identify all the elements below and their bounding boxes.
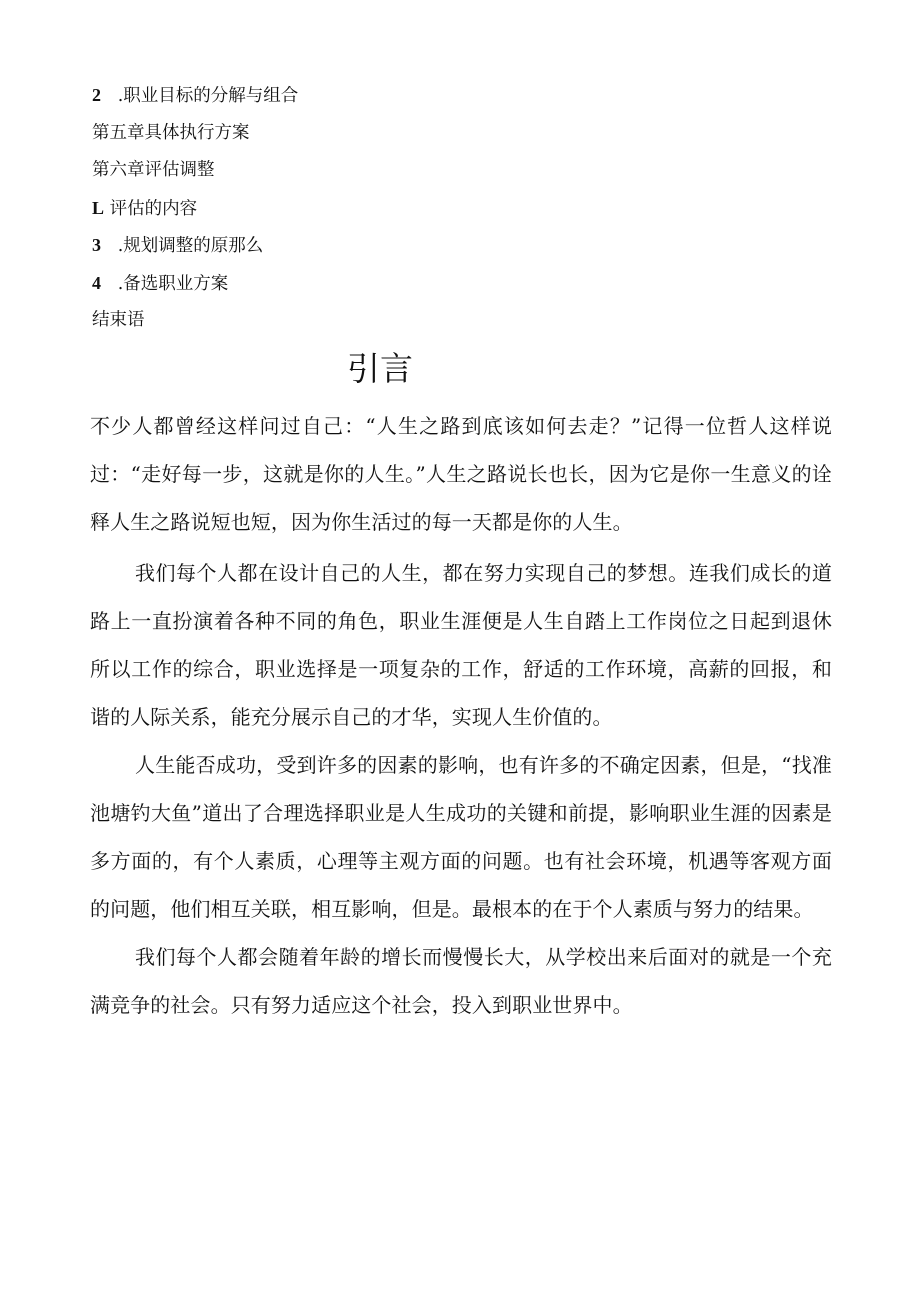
paragraph: 我们每个人都会随着年龄的增长而慢慢长大，从学校出来后面对的就是一个充满竞争的社会。只有努力适应这个社会，投入到职业世界中。 xyxy=(90,945,832,1017)
toc-item-number: 3 xyxy=(92,235,101,255)
toc-item xyxy=(92,80,298,118)
toc-item-text: .规划调整的原那么 xyxy=(117,236,264,256)
toc-item-text: .职业目标的分解与组合 xyxy=(117,86,299,106)
paragraph: 不少人都曾经这样问过自己：“人生之路到底该如何去走？”记得一位哲人这样说过：“走好每一步，这就是你的人生。”人生之路说长也长，因为它是你一生意义的诠释人生之路说短也短，因为你生活过的每一天都是你的人生。 xyxy=(90,414,832,534)
toc-item xyxy=(92,230,298,268)
toc-item-text: 结束语 xyxy=(92,310,145,330)
toc-item-number: 2 xyxy=(92,85,101,105)
paragraph: 人生能否成功，受到许多的因素的影响，也有许多的不确定因素，但是，“找准池塘钓大鱼”道出了合理选择职业是人生成功的关键和前提，影响职业生涯的因素是多方面的，有个人素质，心理等主观方面的问题。也有社会环境，机遇等客观方面的问题，他们相互关联，相互影响，但是。最根本的在于个人素质与努力的结果。 xyxy=(90,753,832,921)
toc-item-number: 4 xyxy=(92,272,101,293)
toc-item-text: 第六章评估调整 xyxy=(92,160,215,180)
toc-item-text: 第五章具体执行方案 xyxy=(92,122,250,143)
body-text xyxy=(90,402,832,1029)
toc-item xyxy=(92,268,298,306)
toc-item xyxy=(92,155,298,193)
toc-item-text: 评估的内容 xyxy=(109,198,198,219)
toc-item xyxy=(92,305,298,343)
section-heading: 引言 xyxy=(347,349,413,388)
toc-item-text: .备选职业方案 xyxy=(117,273,229,294)
toc-item-number: L xyxy=(92,197,105,218)
paragraph: 我们每个人都在设计自己的人生，都在努力实现自己的梦想。连我们成长的道路上一直扮演着各种不同的角色，职业生涯便是人生自踏上工作岗位之日起到退休所以工作的综合，职业选择是一项复杂的工作，舒适的工作环境，高薪的回报，和谐的人际关系，能充分展示自己的才华，实现人生价值的。 xyxy=(90,561,832,729)
table-of-contents xyxy=(92,80,298,343)
toc-item xyxy=(92,193,298,231)
toc-item xyxy=(92,118,298,156)
